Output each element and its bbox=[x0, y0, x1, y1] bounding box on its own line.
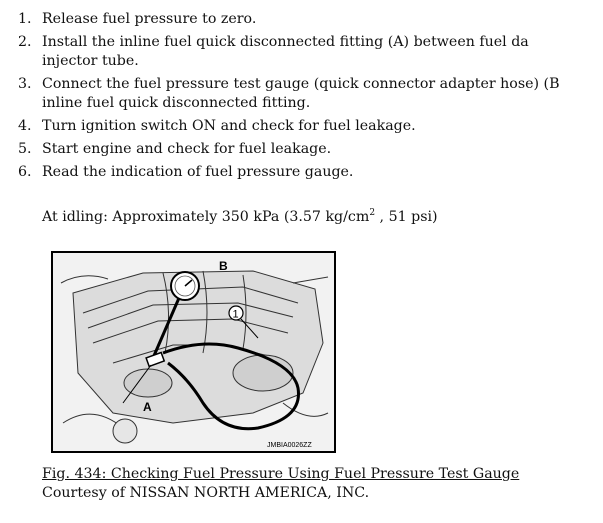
step-number: 5. bbox=[18, 141, 32, 157]
step-number: 1. bbox=[18, 11, 32, 27]
step-text: Release fuel pressure to zero. bbox=[42, 11, 257, 27]
procedure-steps bbox=[18, 10, 603, 186]
engine-illustration bbox=[51, 251, 336, 453]
step-text: Install the inline fuel quick disconnected fitting (A) between fuel da injector tube. bbox=[42, 34, 529, 69]
step-item bbox=[18, 117, 603, 136]
spec-superscript: 2 bbox=[369, 208, 376, 218]
step-item bbox=[18, 163, 603, 182]
step-number: 3. bbox=[18, 76, 32, 92]
engine-drawing bbox=[53, 253, 334, 451]
pressure-spec bbox=[42, 204, 438, 227]
step-text: Turn ignition switch ON and check for fuel leakage. bbox=[42, 118, 416, 134]
step-item bbox=[18, 33, 603, 71]
label-a: A bbox=[143, 400, 152, 414]
step-text: Connect the fuel pressure test gauge (quick connector adapter hose) (B inline fuel quick disconnected fitting. bbox=[42, 76, 560, 111]
spec-suffix: , 51 psi) bbox=[375, 209, 438, 225]
figure-code: JMBIA0026ZZ bbox=[267, 442, 312, 449]
label-b: B bbox=[219, 259, 228, 273]
spec-prefix: At idling: Approximately 350 kPa (3.57 kg/cm bbox=[42, 209, 370, 225]
figure-caption: Fig. 434: Checking Fuel Pressure Using Fuel Pressure Test Gauge bbox=[42, 466, 520, 482]
step-number: 6. bbox=[18, 164, 32, 180]
pressure-gauge-icon bbox=[171, 272, 199, 300]
label-1: 1 bbox=[232, 308, 239, 321]
step-text: Start engine and check for fuel leakage. bbox=[42, 141, 332, 157]
step-number: 2. bbox=[18, 34, 32, 50]
step-number: 4. bbox=[18, 118, 32, 134]
step-item bbox=[18, 75, 603, 113]
figure-courtesy: Courtesy of NISSAN NORTH AMERICA, INC. bbox=[42, 485, 370, 501]
step-item bbox=[18, 10, 603, 29]
step-text: Read the indication of fuel pressure gauge. bbox=[42, 164, 354, 180]
step-item bbox=[18, 140, 603, 159]
